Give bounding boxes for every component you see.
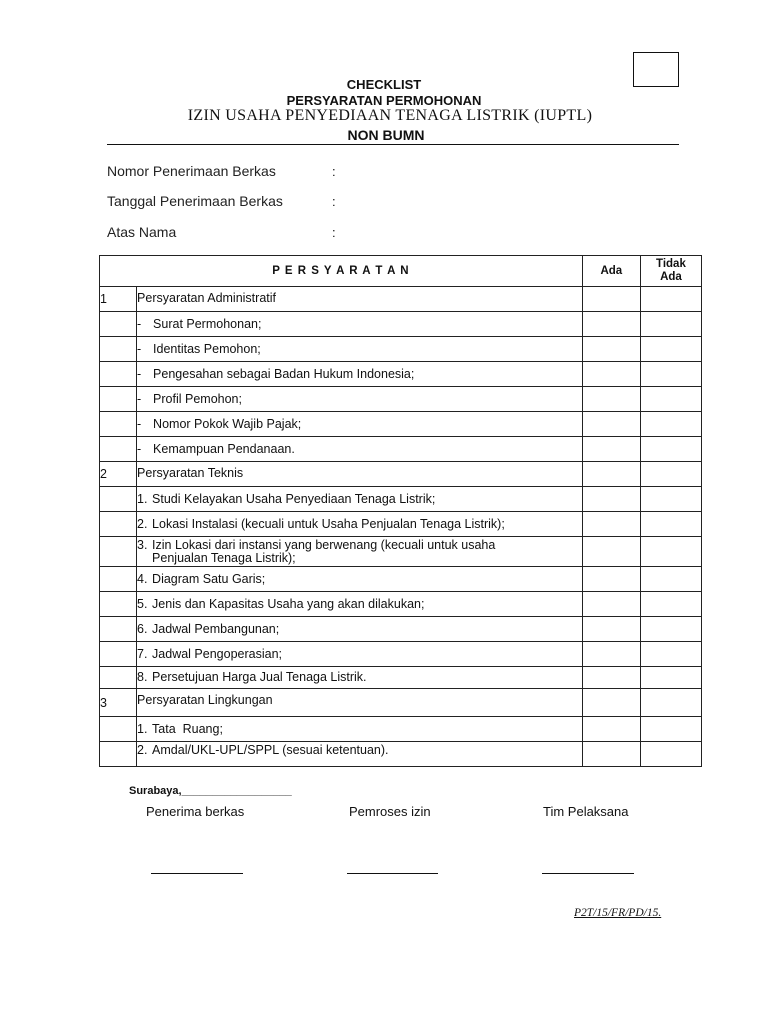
table-row bbox=[100, 512, 702, 537]
table-row bbox=[100, 412, 702, 437]
table-row bbox=[100, 437, 702, 462]
table-row bbox=[100, 312, 702, 337]
tidak-ada-cell[interactable] bbox=[640, 667, 701, 689]
tidak-ada-cell[interactable] bbox=[640, 362, 701, 387]
list-item: 4. Diagram Satu Garis; bbox=[137, 567, 583, 592]
tidak-ada-cell[interactable] bbox=[640, 642, 701, 667]
field-nomor-label: Nomor Penerimaan Berkas bbox=[107, 163, 276, 179]
ada-cell[interactable] bbox=[582, 592, 640, 617]
table-row bbox=[100, 537, 702, 567]
title-persyaratan: PERSYARATAN PERMOHONAN bbox=[286, 93, 482, 108]
table-row bbox=[100, 287, 702, 312]
tidak-ada-cell[interactable] bbox=[640, 592, 701, 617]
list-item: - Profil Pemohon; bbox=[137, 387, 583, 412]
section-title: Persyaratan Administratif bbox=[137, 287, 583, 312]
place-date-line: Surabaya,__________________ bbox=[129, 785, 292, 797]
table-row bbox=[100, 617, 702, 642]
field-atas-nama-label: Atas Nama bbox=[107, 224, 177, 240]
list-item: - Pengesahan sebagai Badan Hukum Indonesia; bbox=[137, 362, 583, 387]
ada-cell[interactable] bbox=[582, 512, 640, 537]
title-izin-usaha: IZIN USAHA PENYEDIAAN TENAGA LISTRIK (IUPTL) bbox=[187, 107, 593, 124]
table-row bbox=[100, 642, 702, 667]
tidak-ada-cell[interactable] bbox=[640, 337, 701, 362]
list-item: - Kemampuan Pendanaan. bbox=[137, 437, 583, 462]
ada-cell[interactable] bbox=[582, 667, 640, 689]
table-row bbox=[100, 717, 702, 742]
tidak-ada-cell[interactable] bbox=[640, 537, 701, 567]
ada-cell[interactable] bbox=[582, 742, 640, 767]
field-nomor-colon: : bbox=[332, 164, 336, 179]
table-row bbox=[100, 689, 702, 717]
field-tanggal-colon: : bbox=[332, 194, 336, 209]
tidak-ada-cell[interactable] bbox=[640, 567, 701, 592]
col-header-tidak-ada bbox=[640, 256, 701, 287]
tidak-ada-cell[interactable] bbox=[640, 717, 701, 742]
table-row bbox=[100, 667, 702, 689]
signature-line bbox=[542, 873, 634, 874]
tidak-ada-cell[interactable] bbox=[640, 487, 701, 512]
list-item: 2. Lokasi Instalasi (kecuali untuk Usaha Penjualan Tenaga Listrik); bbox=[137, 512, 583, 537]
tidak-ada-cell[interactable] bbox=[640, 437, 701, 462]
ada-cell[interactable] bbox=[582, 412, 640, 437]
list-item: - Nomor Pokok Wajib Pajak; bbox=[137, 412, 583, 437]
table-header-row bbox=[100, 256, 702, 287]
tidak-ada-cell[interactable] bbox=[640, 742, 701, 767]
ada-cell[interactable] bbox=[582, 487, 640, 512]
col-header-ada2: Ada bbox=[660, 271, 682, 283]
section-number: 1 bbox=[100, 287, 137, 312]
list-item: 5. Jenis dan Kapasitas Usaha yang akan dilakukan; bbox=[137, 592, 583, 617]
header-divider bbox=[107, 144, 679, 145]
tidak-ada-cell[interactable] bbox=[640, 512, 701, 537]
list-item: 1. Studi Kelayakan Usaha Penyediaan Tenaga Listrik; bbox=[137, 487, 583, 512]
section-number: 2 bbox=[100, 462, 137, 487]
tidak-ada-cell[interactable] bbox=[640, 412, 701, 437]
ada-cell[interactable] bbox=[582, 362, 640, 387]
ada-cell[interactable] bbox=[582, 312, 640, 337]
section-number: 3 bbox=[100, 689, 137, 717]
list-item: 7. Jadwal Pengoperasian; bbox=[137, 642, 583, 667]
tidak-ada-cell[interactable] bbox=[640, 312, 701, 337]
list-item: 8. Persetujuan Harga Jual Tenaga Listrik. bbox=[137, 667, 583, 689]
section-title: Persyaratan Lingkungan bbox=[137, 689, 583, 717]
ada-cell[interactable] bbox=[582, 537, 640, 567]
ada-cell[interactable] bbox=[582, 387, 640, 412]
ada-cell[interactable] bbox=[582, 462, 640, 487]
ada-cell[interactable] bbox=[582, 337, 640, 362]
list-item: 6. Jadwal Pembangunan; bbox=[137, 617, 583, 642]
col-header-persyaratan: P E R S Y A R A T A N bbox=[100, 256, 583, 287]
tidak-ada-cell[interactable] bbox=[640, 617, 701, 642]
title-checklist: CHECKLIST bbox=[346, 77, 422, 92]
table-row bbox=[100, 387, 702, 412]
table-row bbox=[100, 337, 702, 362]
signer-pemroses-label: Pemroses izin bbox=[349, 804, 431, 819]
ada-cell[interactable] bbox=[582, 287, 640, 312]
list-item: - Surat Permohonan; bbox=[137, 312, 583, 337]
list-item: 1. Tata Ruang; bbox=[137, 717, 583, 742]
col-header-ada: Ada bbox=[582, 256, 640, 287]
table-row bbox=[100, 462, 702, 487]
table-row bbox=[100, 487, 702, 512]
tidak-ada-cell[interactable] bbox=[640, 387, 701, 412]
title-non-bumn: NON BUMN bbox=[347, 127, 425, 143]
table-row bbox=[100, 742, 702, 767]
tidak-ada-cell[interactable] bbox=[640, 689, 701, 717]
list-item: - Identitas Pemohon; bbox=[137, 337, 583, 362]
col-header-tidak: Tidak bbox=[656, 258, 686, 270]
table-row bbox=[100, 592, 702, 617]
signer-penerima-label: Penerima berkas bbox=[146, 804, 245, 819]
signature-line bbox=[151, 873, 243, 874]
table-row bbox=[100, 362, 702, 387]
tidak-ada-cell[interactable] bbox=[640, 287, 701, 312]
section-title: Persyaratan Teknis bbox=[137, 462, 583, 487]
ada-cell[interactable] bbox=[582, 642, 640, 667]
ada-cell[interactable] bbox=[582, 617, 640, 642]
list-item: 3. Izin Lokasi dari instansi yang berwenang (kecuali untuk usaha Penjualan Tenaga Listrik); bbox=[137, 537, 583, 567]
table-row bbox=[100, 567, 702, 592]
list-item: 2. Amdal/UKL-UPL/SPPL (sesuai ketentuan). bbox=[137, 742, 583, 767]
ada-cell[interactable] bbox=[582, 717, 640, 742]
requirements-table bbox=[99, 255, 702, 767]
tidak-ada-cell[interactable] bbox=[640, 462, 701, 487]
ada-cell[interactable] bbox=[582, 437, 640, 462]
signer-tim-label: Tim Pelaksana bbox=[543, 804, 629, 819]
field-atas-nama-colon: : bbox=[332, 225, 336, 240]
field-tanggal-label: Tanggal Penerimaan Berkas bbox=[107, 193, 283, 209]
ada-cell[interactable] bbox=[582, 567, 640, 592]
ada-cell[interactable] bbox=[582, 689, 640, 717]
document-reference: P2T/15/FR/PD/15. bbox=[574, 907, 662, 919]
signature-line bbox=[347, 873, 438, 874]
